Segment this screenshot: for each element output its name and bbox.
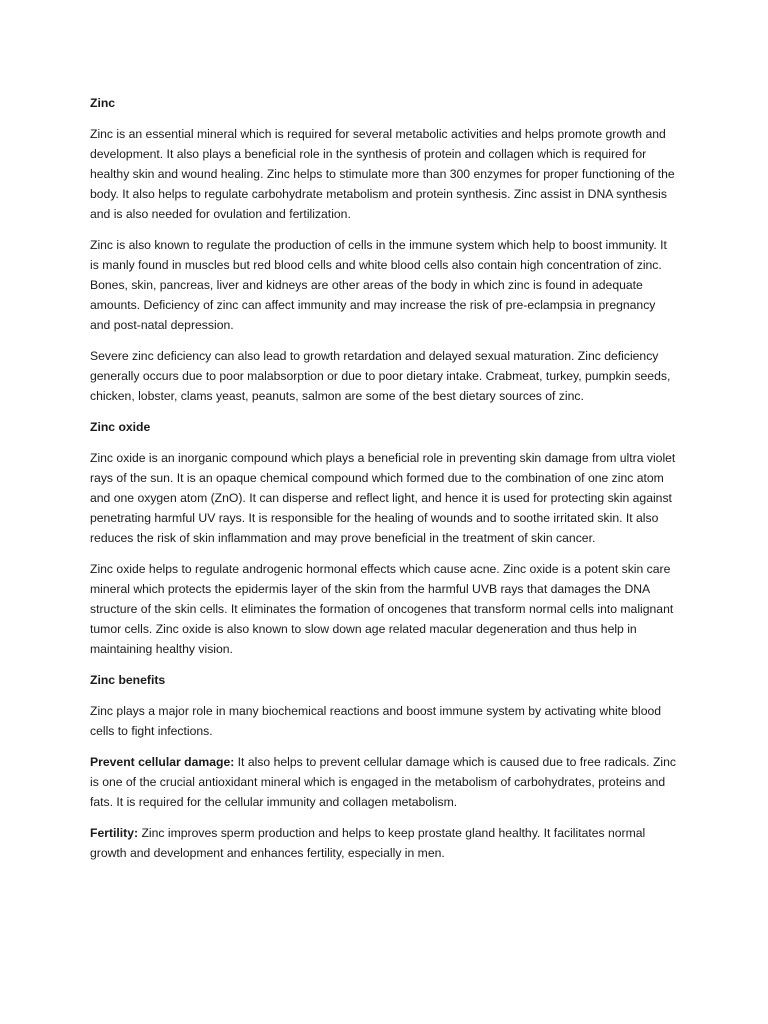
paragraph: Zinc plays a major role in many biochemical reactions and boost immune system by activating white blood cells to fight infections. [90, 704, 662, 738]
paragraph: Severe zinc deficiency can also lead to growth retardation and delayed sexual maturation. Zinc deficiency generally occurs due to poor malabsorption or due to poor dietary intake. Crabmeat, turkey, pumpkin seeds, chicken, lobster, clams yeast, peanuts, salmon are some of the best dietary sources of zinc. [90, 349, 671, 403]
paragraph: Zinc is an essential mineral which is required for several metabolic activities and helps promote growth and development. It also plays a beneficial role in the synthesis of protein and collagen which is required for healthy skin and wound healing. Zinc helps to stimulate more than 300 enzymes for proper functioning of the body. It also helps to regulate carbohydrate metabolism and protein synthesis. Zinc assist in DNA synthesis and is also needed for ovulation and fertilization. [90, 127, 675, 221]
heading-zinc-oxide: Zinc oxide [90, 420, 151, 434]
benefit-lead: Fertility: [90, 826, 139, 840]
benefit-lead: Prevent cellular damage: [90, 755, 235, 769]
paragraph: Zinc is also known to regulate the production of cells in the immune system which help to boost immunity. It is manly found in muscles but red blood cells and white blood cells also contain high concentration of zinc. Bones, skin, pancreas, liver and kidneys are other areas of the body in which zinc is found in adequate amounts. Deficiency of zinc can affect immunity and may increase the risk of pre-eclampsia in pregnancy and post-natal depression. [90, 238, 667, 332]
benefit-text: Zinc improves sperm production and helps to keep prostate gland healthy. It facilitates normal growth and development and enhances fertility, especially in men. [90, 826, 646, 860]
benefit-text: It also helps to prevent cellular damage which is caused due to free radicals. Zinc is one of the crucial antioxidant mineral which is engaged in the metabolism of carbohydrates, proteins and fats. It is required for the cellular immunity and collagen metabolism. [90, 755, 676, 809]
heading-zinc: Zinc [90, 96, 116, 110]
benefit-paragraph [90, 823, 678, 863]
heading-zinc-benefits: Zinc benefits [90, 673, 166, 687]
paragraph: Zinc oxide is an inorganic compound which plays a beneficial role in preventing skin damage from ultra violet rays of the sun. It is an opaque chemical compound which formed due to the combination of one zinc atom and one oxygen atom (ZnO). It can disperse and reflect light, and hence it is used for protecting skin against penetrating harmful UV rays. It is responsible for the healing of wounds and to soothe irritated skin. It also reduces the risk of skin inflammation and may prove beneficial in the treatment of skin cancer. [90, 451, 676, 545]
benefit-paragraph [90, 752, 678, 812]
paragraph: Zinc oxide helps to regulate androgenic hormonal effects which cause acne. Zinc oxide is a potent skin care mineral which protects the epidermis layer of the skin from the harmful UVB rays that damages the DNA structure of the skin cells. It eliminates the formation of oncogenes that transform normal cells into malignant tumor cells. Zinc oxide is also known to slow down age related macular degeneration and thus help in maintaining healthy vision. [90, 562, 674, 656]
